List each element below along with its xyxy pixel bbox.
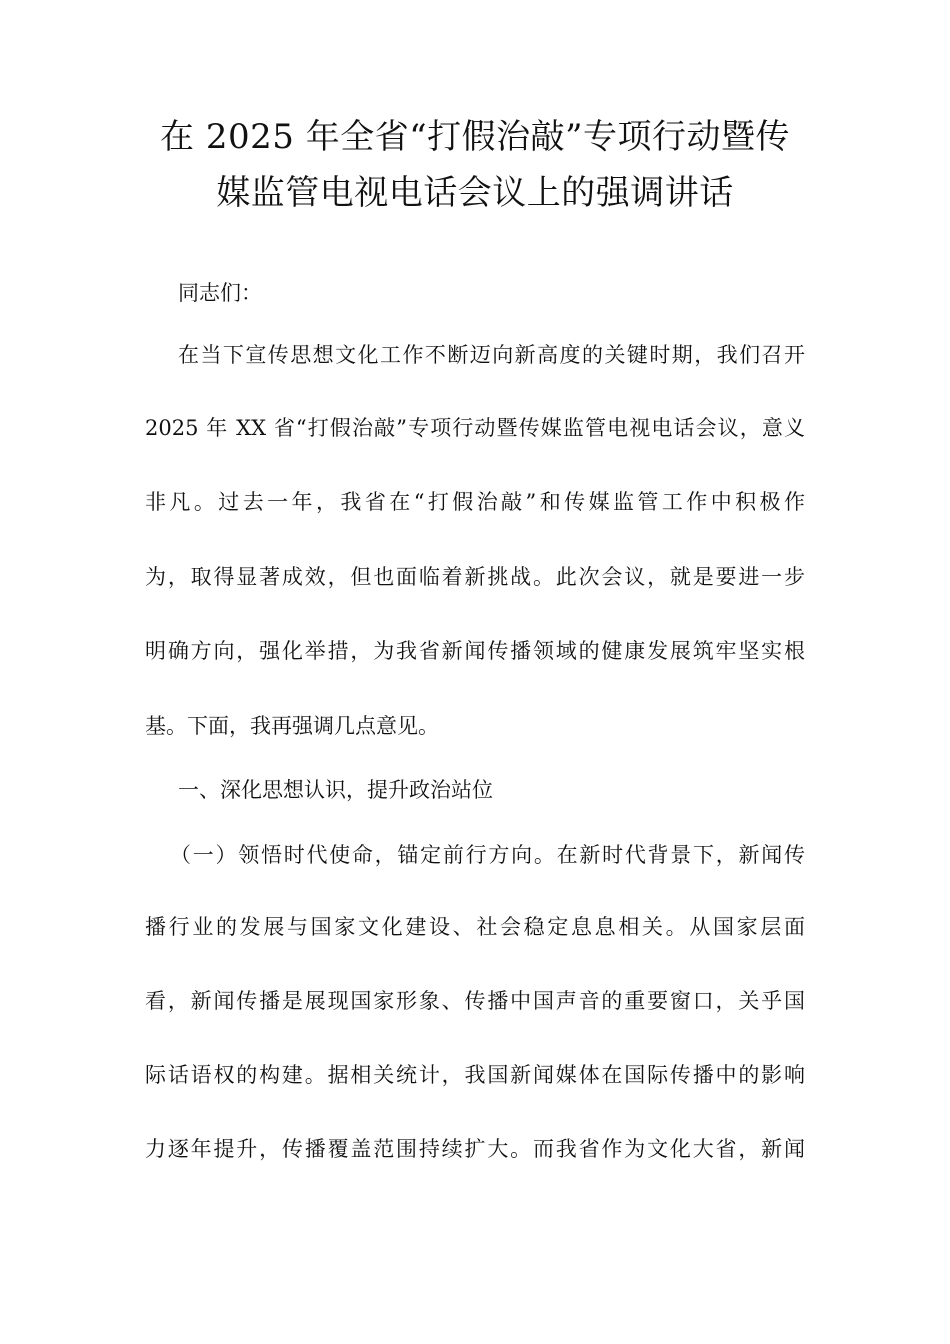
- title-line-2: 媒监管电视电话会议上的强调讲话: [216, 173, 734, 213]
- paragraph-line: 基。下面，我再强调几点意见。: [145, 714, 439, 738]
- title-line-1: 在 2025 年全省“打假治敲”专项行动暨传: [160, 117, 790, 157]
- paragraph-line: 在当下宣传思想文化工作不断迈向新高度的关键时期，我们召开: [178, 343, 805, 367]
- section-heading: 一、深化思想认识，提升政治站位: [178, 778, 493, 802]
- paragraph-line: 2025 年 XX 省“打假治敲”专项行动暨传媒监管电视电话会议，意义: [145, 416, 805, 440]
- paragraph-line: 为，取得显著成效，但也面临着新挑战。此次会议，就是要进一步: [145, 565, 805, 589]
- document-title: [145, 112, 805, 218]
- paragraph-line: 非凡。过去一年，我省在“打假治敲”和传媒监管工作中积极作: [145, 490, 805, 514]
- paragraph-line: （一）领悟时代使命，锚定前行方向。在新时代背景下，新闻传: [170, 843, 805, 867]
- salutation: 同志们：: [178, 281, 262, 305]
- paragraph-line: 际话语权的构建。据相关统计，我国新闻媒体在国际传播中的影响: [145, 1063, 805, 1087]
- paragraph-line: 明确方向，强化举措，为我省新闻传播领域的健康发展筑牢坚实根: [145, 639, 805, 663]
- paragraph-line: 力逐年提升，传播覆盖范围持续扩大。而我省作为文化大省，新闻: [145, 1137, 805, 1161]
- paragraph-line: 播行业的发展与国家文化建设、社会稳定息息相关。从国家层面: [145, 915, 805, 939]
- paragraph-line: 看，新闻传播是展现国家形象、传播中国声音的重要窗口，关乎国: [145, 989, 805, 1013]
